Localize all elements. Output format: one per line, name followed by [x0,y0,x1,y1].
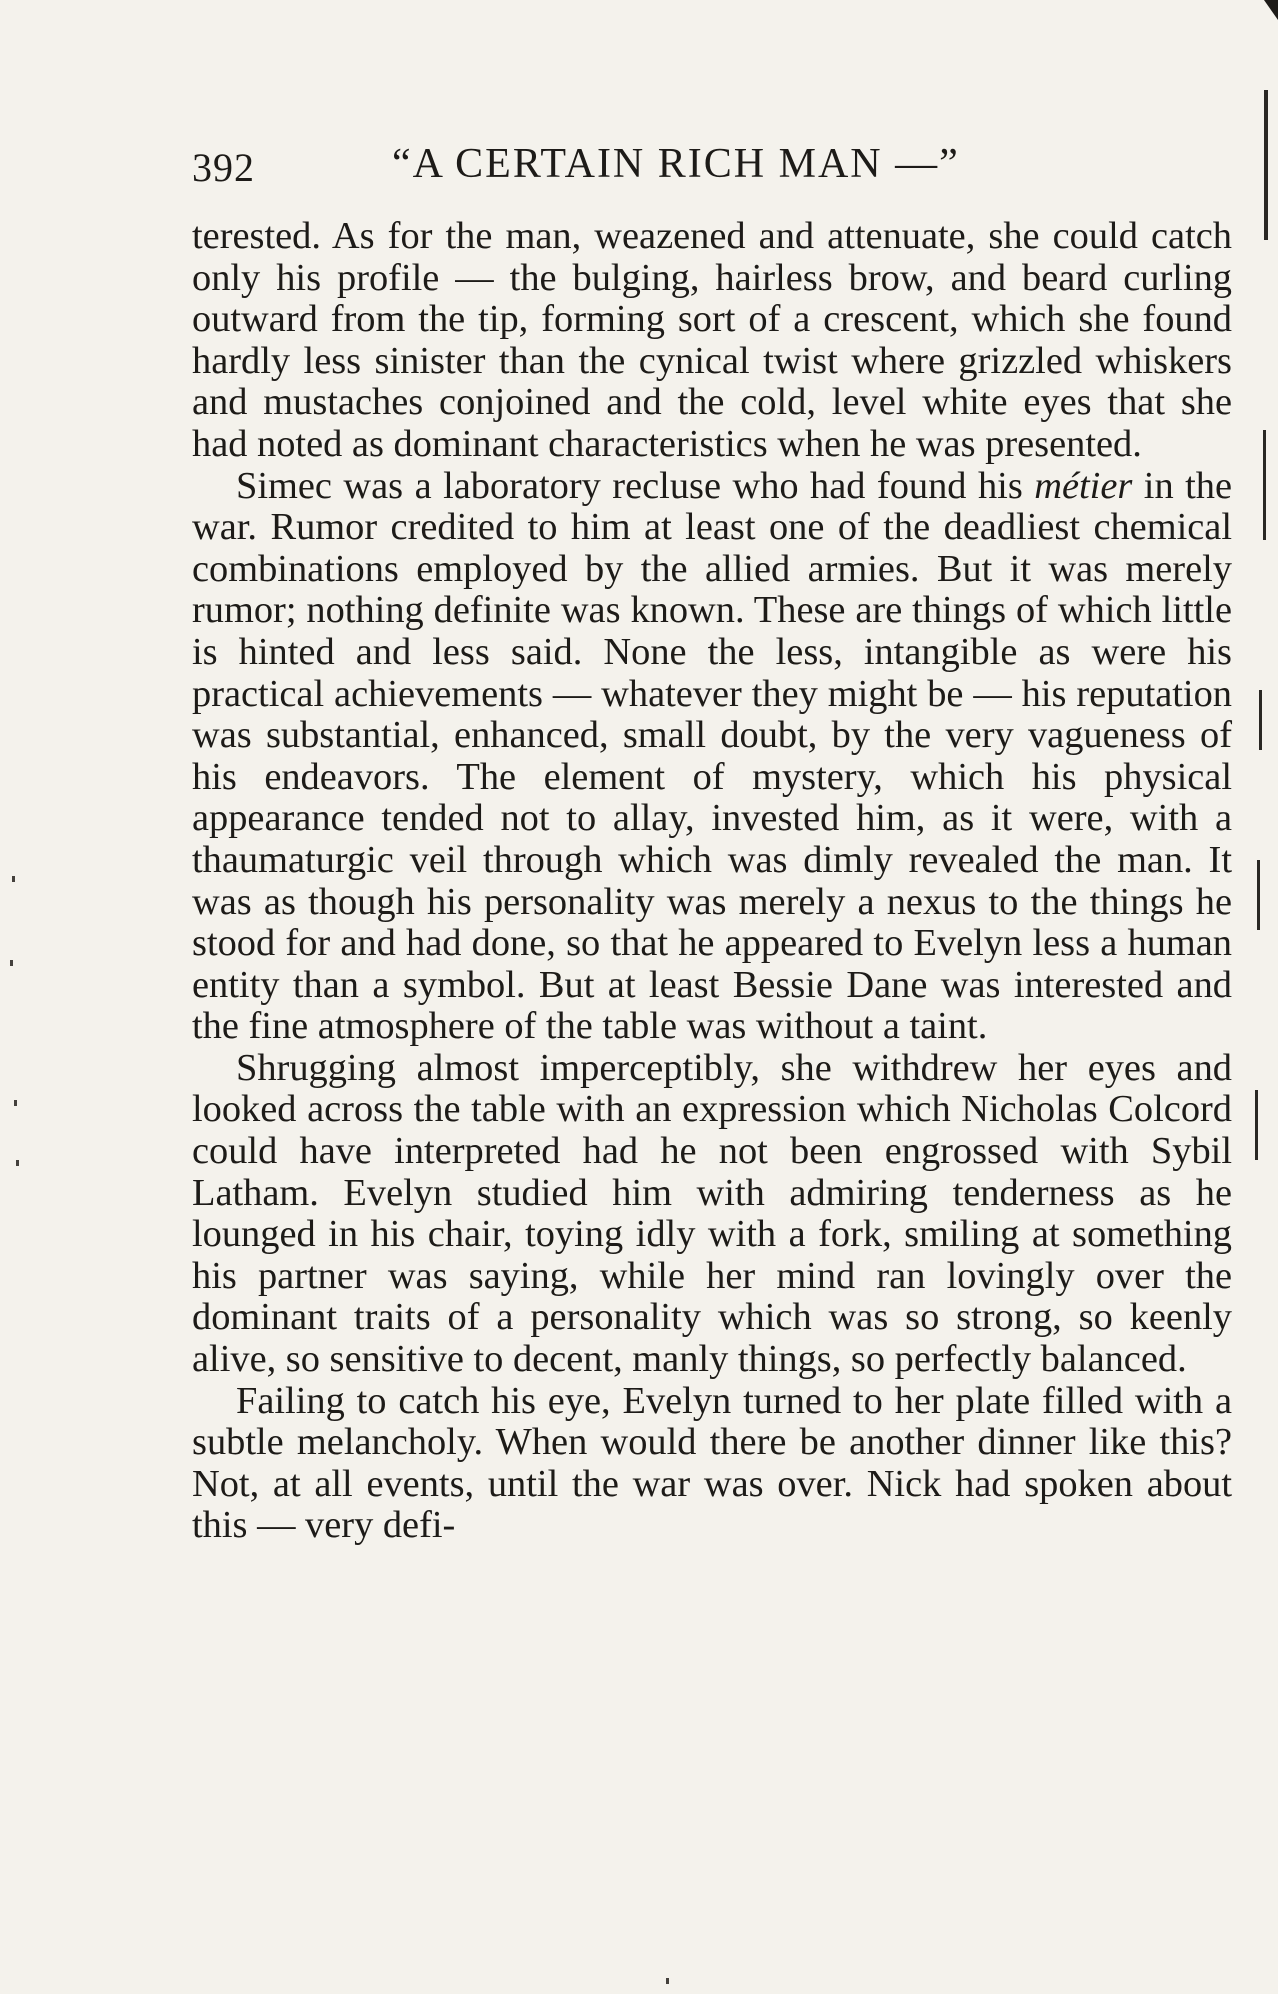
page-number: 392 [192,145,255,190]
text-segment: Shrugging almost imperceptibly, she withdrew her eyes and looked across the table with an expression which Nicholas Colcord could have interpreted had he not been engrossed with Sybil Latham. Evelyn studied him with admiring tenderness as he lounged in his chair, toying idly with a fork, smiling at something his partner was saying, while her mind ran lovingly over the dominant traits of a personality which was so strong, so keenly alive, so sensitive to decent, manly things, so perfectly balanced. [192,1046,1232,1381]
page-header [192,140,1232,200]
body-text [192,216,1232,1547]
italic-text: métier [1034,464,1133,507]
text-segment: Simec was a laboratory recluse who had found his [236,464,1035,507]
paragraph [192,216,1232,466]
scan-edge-line [1259,690,1262,750]
scan-edge-line [1257,860,1260,930]
paragraph [192,1048,1232,1381]
scan-corner-mark [1264,0,1278,20]
text-segment: terested. As for the man, weazened and attenuate, she could catch only his profile — the bulging, hairless brow, and beard curling outward from the tip, forming sort of a crescent, which she found hardly less sinister than the cynical twist where grizzled whiskers and mustaches conjoined and the cold, level white eyes that she had noted as dominant characteristics when he was presented. [192,215,1232,465]
scan-speck [12,876,15,882]
paragraph [192,466,1232,1048]
scan-speck [666,1978,669,1984]
scan-speck [16,1160,19,1166]
scan-edge-line [1263,430,1266,540]
scan-edge-line [1264,90,1268,240]
scan-edge-line [1255,1090,1258,1160]
text-segment: in the war. Rumor credited to him at least one of the deadliest chemical combinations employed by the allied armies. But it was merely rumor; nothing definite was known. These are things of which little is hinted and less said. None the less, intangible as were his practical achievements — whatever they might be — his reputation was substantial, enhanced, small doubt, by the very vagueness of his endeavors. The element of mystery, which his physical appearance tended not to allay, invested him, as it were, with a thaumaturgic veil through which was dimly revealed the man. It was as though his personality was merely a nexus to the things he stood for and had done, so that he appeared to Evelyn less a human entity than a symbol. But at least Bessie Dane was interested and the fine atmosphere of the table was without a taint. [192,464,1232,1048]
text-segment: Failing to catch his eye, Evelyn turned to her plate filled with a subtle melancholy. When would there be another dinner like this? Not, at all events, until the war was over. Nick had spoken about this — very defi- [192,1379,1232,1547]
paragraph [192,1381,1232,1547]
running-title: “A CERTAIN RICH MAN —” [392,141,960,187]
scan-speck [10,960,13,966]
scan-speck [14,1100,17,1106]
